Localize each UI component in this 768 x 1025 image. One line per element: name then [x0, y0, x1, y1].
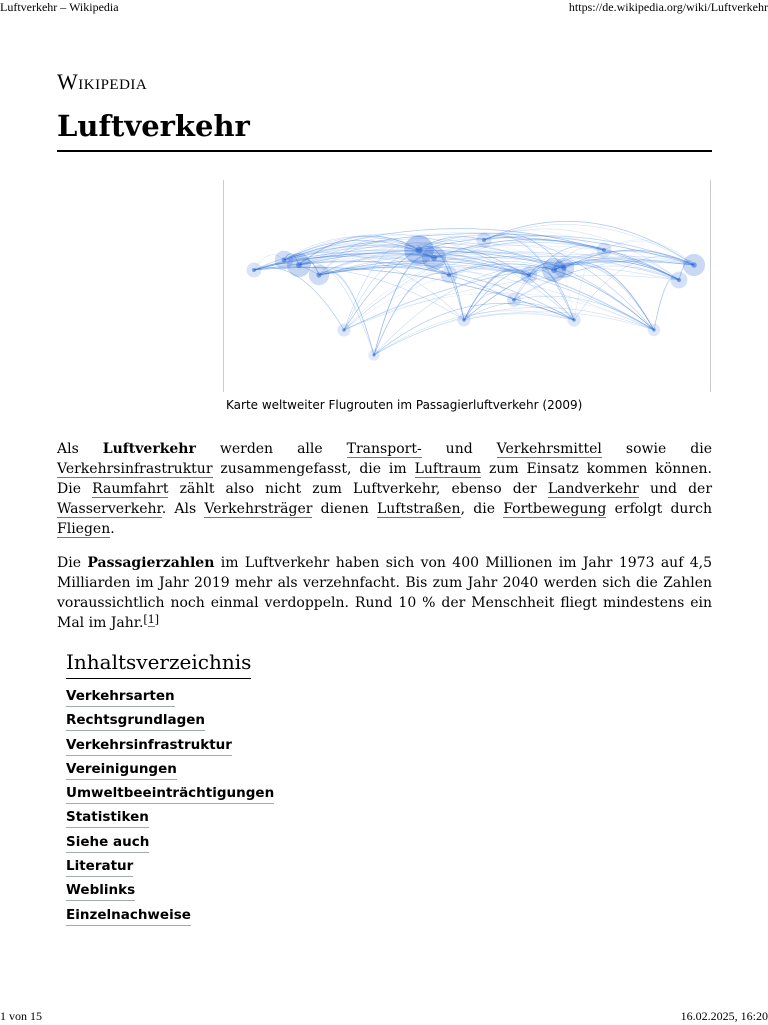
airport-hub-dot [561, 265, 566, 270]
flight-routes-map-image[interactable] [223, 180, 711, 392]
print-footer [0, 1009, 768, 1025]
intro-paragraph: Als Luftverkehr werden alle Transport- und Verkehrsmittel sowie die Verkehrsinfrastruktur zusammengefasst, die im Luftraum zum Einsatz kommen können. Die Raumfahrt zählt also nicht zum Luftverkehr, ebenso der Landverkehr und der Wasserverkehr. Als Verkehrsträger dienen Luftstraßen, die Fortbewegung erfolgt durch Fliegen. [57, 441, 713, 537]
airport-hub-dot [296, 262, 302, 268]
airport-hub-dot [447, 273, 451, 277]
airport-hub-dot [462, 318, 466, 322]
bold-term-luftverkehr: Luftverkehr [102, 441, 196, 457]
print-header-title: Luftverkehr – Wikipedia [0, 0, 119, 14]
airport-hub-dot [652, 328, 655, 331]
article-content [57, 68, 712, 633]
page-title: Luftverkehr [57, 106, 712, 152]
toc-item [66, 782, 274, 806]
airport-hub-dot [252, 268, 256, 272]
link-luftraum[interactable]: Luftraum [414, 461, 482, 477]
flight-route-line [514, 296, 654, 330]
wikipedia-wordmark[interactable]: Wikipedia [57, 69, 148, 94]
toc-link-rechtsgrundlagen[interactable]: Rechtsgrundlagen [66, 711, 205, 731]
flight-route-line [574, 256, 694, 320]
airport-hub-dot [527, 273, 531, 277]
toc-link-vereinigungen[interactable]: Vereinigungen [66, 760, 177, 780]
print-footer-datetime: 16.02.2025, 16:20 [680, 1009, 768, 1023]
flight-route-line [514, 266, 679, 300]
toc-link-verkehrsarten[interactable]: Verkehrsarten [66, 687, 175, 707]
table-of-contents [66, 648, 274, 928]
toc-link-siehe-auch[interactable]: Siehe auch [66, 833, 149, 853]
passenger-paragraph: Die Passagierzahlen im Luftverkehr haben sich von 400 Millionen im Jahr 1973 auf 4,5 Milliarden im Jahr 2019 mehr als verzehnfacht. Bis zum Jahr 2040 werden sich die Zahlen voraussichtlich noch einmal verdoppeln. Rund 10 % der Menschheit fliegt mindestens ein Mal im Jahr.[1] [57, 555, 712, 631]
airport-hub-dot [415, 246, 422, 253]
figure-caption: Karte weltweiter Flugrouten im Passagierluftverkehr (2009) [226, 398, 583, 412]
link-landverkehr[interactable]: Landverkehr [547, 481, 639, 497]
flight-route-line [319, 271, 374, 355]
toc-link-literatur[interactable]: Literatur [66, 857, 133, 877]
link-wasserverkehr[interactable]: Wasserverkehr [57, 501, 162, 517]
flight-route-line [374, 256, 434, 355]
toc-link-einzelnachweise[interactable]: Einzelnachweise [66, 906, 191, 926]
link-raumfahrt[interactable]: Raumfahrt [92, 481, 169, 497]
airport-hub-dot [431, 255, 437, 261]
airport-hub-dot [677, 278, 681, 282]
airport-hub-dot [342, 328, 346, 332]
toc-item [66, 831, 274, 855]
toc-item [66, 709, 274, 733]
airport-hub-dot [482, 238, 486, 242]
article-figure [223, 180, 711, 414]
toc-item [66, 806, 274, 830]
toc-item [66, 855, 274, 879]
toc-link-verkehrsinfrastruktur[interactable]: Verkehrsinfrastruktur [66, 736, 232, 756]
link-fortbewegung[interactable]: Fortbewegung [503, 501, 607, 517]
toc-item [66, 879, 274, 903]
airport-hub-dot [282, 258, 287, 263]
print-footer-page: 1 von 15 [0, 1009, 42, 1023]
flight-route-line [374, 307, 654, 355]
airport-hub-dot [316, 272, 321, 277]
toc-title: Inhaltsverzeichnis [66, 648, 251, 679]
toc-list [66, 685, 274, 928]
link-transport[interactable]: Transport- [346, 441, 422, 457]
airport-hub-dot [372, 353, 375, 356]
airport-hub-dot [572, 318, 576, 322]
flight-route-line [374, 311, 574, 355]
toc-item [66, 904, 274, 928]
airport-hub-dot [691, 262, 697, 268]
toc-link-weblinks[interactable]: Weblinks [66, 881, 135, 901]
toc-link-statistiken[interactable]: Statistiken [66, 808, 149, 828]
toc-item [66, 685, 274, 709]
flight-route-line [374, 313, 574, 355]
link-fliegen[interactable]: Fliegen [57, 521, 111, 537]
link-luftstrassen[interactable]: Luftstraßen [376, 501, 461, 517]
flight-route-line [464, 314, 574, 320]
link-verkehrsmittel[interactable]: Verkehrsmittel [496, 441, 602, 457]
print-header-url: https://de.wikipedia.org/wiki/Luftverkehr [568, 0, 768, 14]
link-verkehrsinfrastruktur[interactable]: Verkehrsinfrastruktur [57, 461, 213, 477]
airport-hub-dot [512, 298, 516, 302]
toc-item [66, 734, 274, 758]
print-header [0, 0, 768, 16]
link-verkehrstraeger[interactable]: Verkehrsträger [204, 501, 313, 517]
toc-link-umweltbeeintraechtigungen[interactable]: Umweltbeeinträchtigungen [66, 784, 274, 804]
flight-route-line [419, 235, 654, 330]
bold-term-passagierzahlen: Passagierzahlen [87, 555, 215, 571]
toc-item [66, 758, 274, 782]
reference-link[interactable]: [1] [143, 613, 159, 626]
airport-hub-dot [602, 248, 606, 252]
